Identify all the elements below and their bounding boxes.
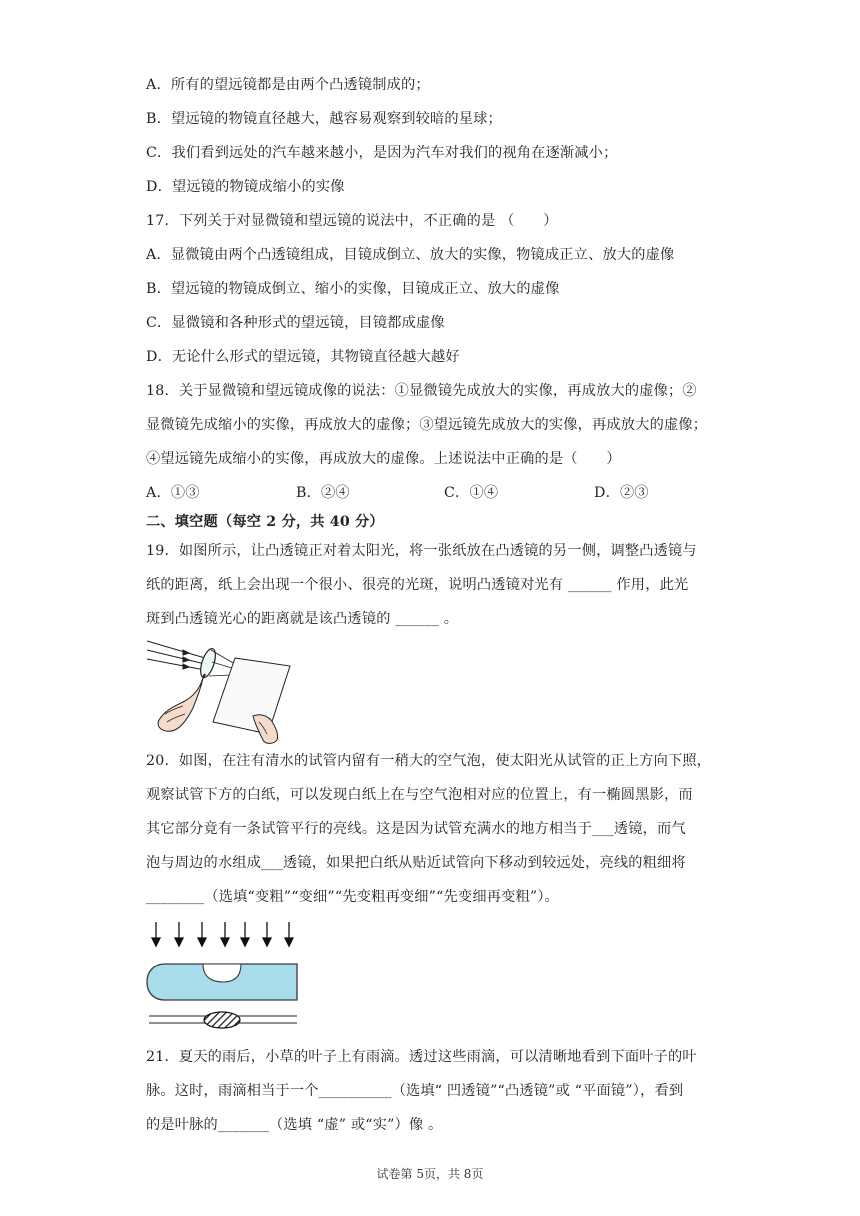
section-heading-fill-in: 二、填空题（每空 2 分，共 40 分） [146, 514, 384, 530]
q16-option-c: C．我们看到远处的汽车越来越小，是因为汽车对我们的视角在逐渐减小； [146, 145, 618, 161]
q20-line3: 其它部分竟有一条试管平行的亮线。这是因为试管充满水的地方相当于___透镜，而气 [146, 821, 686, 837]
q17-option-a: A．显微镜由两个凸透镜组成，目镜成倒立、放大的实像，物镜成正立、放大的虚像 [146, 247, 675, 263]
q18-stem-line1: 18．关于显微镜和望远镜成像的说法：①显微镜先成放大的实像，再成放大的虚像；② [146, 383, 697, 399]
q18-option-a: A．①③ [146, 485, 200, 501]
q17-stem: 17．下列关于对显微镜和望远镜的说法中，不正确的是 （ ） [146, 213, 558, 229]
q18-stem-line2: 显微镜先成缩小的实像，再成放大的虚像；③望远镜先成放大的实像，再成放大的虚像； [146, 417, 708, 433]
q17-option-c: C．显微镜和各种形式的望远镜，目镜都成虚像 [146, 315, 445, 331]
q18-option-c: C．①④ [444, 485, 499, 501]
page-footer: 试卷第 5页，共 8页 [376, 1167, 484, 1181]
q16-option-a: A．所有的望远镜都是由两个凸透镜制成的； [146, 77, 430, 93]
q17-option-d: D．无论什么形式的望远镜，其物镜直径越大越好 [146, 349, 460, 365]
q21-line2: 脉。这时，雨滴相当于一个__________（选填“ 凹透镜”“凸透镜”或 “平面镜”），看到 [146, 1083, 684, 1099]
q19-line1: 19．如图所示，让凸透镜正对着太阳光，将一张纸放在凸透镜的另一侧，调整凸透镜与 [146, 543, 697, 559]
q20-line2: 观察试管下方的白纸，可以发现白纸上在与空气泡相对应的位置上，有一椭圆黑影，而 [146, 787, 693, 803]
q18-stem-line3: ④望远镜先成缩小的实像，再成放大的虚像。上述说法中正确的是（ ） [146, 451, 621, 467]
q19-lens-figure [145, 636, 305, 746]
q17-option-b: B．望远镜的物镜成倒立、缩小的实像，目镜成正立、放大的虚像 [146, 281, 560, 297]
q21-line1: 21．夏天的雨后，小草的叶子上有雨滴。透过这些雨滴，可以清晰地看到下面叶子的叶 [146, 1049, 697, 1065]
q16-option-d: D．望远镜的物镜成缩小的实像 [146, 179, 345, 195]
q20-line4: 泡与周边的水组成___透镜，如果把白纸从贴近试管向下移动到较远处，亮线的粗细将 [146, 855, 686, 871]
q20-line1: 20．如图，在注有清水的试管内留有一稍大的空气泡，使太阳光从试管的正上方向下照， [146, 753, 712, 769]
q21-line3: 的是叶脉的_______（选填 “虚” 或“实”）像 。 [146, 1117, 443, 1133]
q19-line3: 斑到凸透镜光心的距离就是该凸透镜的 ______ 。 [146, 611, 459, 627]
q20-test-tube-figure [145, 916, 305, 1032]
q18-option-b: B．②④ [296, 485, 350, 501]
q19-line2: 纸的距离，纸上会出现一个很小、很亮的光斑，说明凸透镜对光有 ______ 作用，此光 [146, 577, 689, 593]
q18-options [146, 482, 746, 502]
shadow-ellipse [204, 1012, 240, 1028]
sunlight-arrows [152, 922, 293, 946]
q16-option-b: B．望远镜的物镜直径越大，越容易观察到较暗的星球； [146, 111, 502, 127]
q18-option-d: D．②③ [594, 485, 649, 501]
q20-line5: ________（选填“变粗”“变细”“先变粗再变细”“先变细再变粗”）。 [146, 889, 560, 905]
